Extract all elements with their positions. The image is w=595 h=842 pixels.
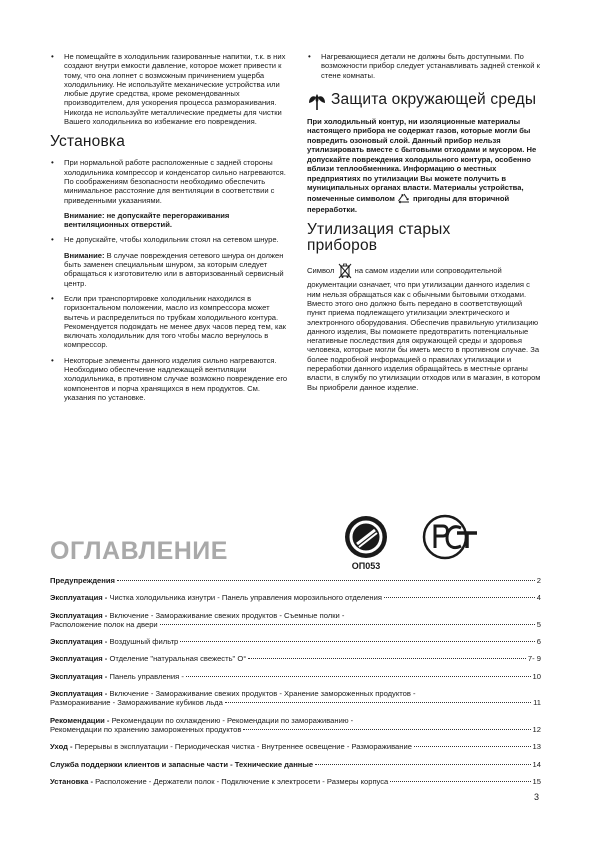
toc-row[interactable] [50,576,541,585]
toc-row-bold: Эксплуатация - [50,610,108,620]
env-text-end: пригодны для вторичной переработки. [307,193,510,214]
bullet-power-cord: • Не допускайте, чтобы холодильник стоял на сетевом шнуре. [50,235,292,244]
install-heading: Установка [50,133,126,151]
toc-row[interactable] [50,593,541,602]
toc-leader [315,764,530,765]
toc-row-text: Воздушный фильтр [107,637,179,647]
toc-row-text-line2: Размораживание - Замораживание кубиков льда [50,698,223,708]
toc-page: 13 [532,742,541,752]
toc-row-text: Включение - Замораживание свежих продуктов - Съемные полки - [107,610,345,620]
toc-leader [243,729,530,730]
env-section-header [307,92,541,111]
toc-row-text: Панель управления - [107,671,184,681]
toc-row-bold: Эксплуатация - [50,654,108,664]
toc-row[interactable] [50,637,541,646]
toc-row-bold: Служба поддержки клиентов и запасные части - Технические данные [50,759,314,769]
toc-leader [180,641,534,642]
toc-page: 11 [533,698,541,708]
toc-page: 10 [532,671,541,681]
toc-row-text: Чистка холодильника изнутри - Панель управления морозильного отделения [107,593,382,603]
attention-text: В случае повреждения сетевого шнура он должен быть заменен специальным шнуром, за которым следует обращаться к изготовителю или в авторизованный сервисный центр. [64,250,284,288]
env-heading: Защита окружающей среды [331,90,537,108]
toc-row[interactable] [50,672,541,681]
bullet-hot-parts-access: • Нагревающиеся детали не должны быть доступными. По возможности прибор следует устанавливать задней стенкой к стене комнаты. [307,52,541,80]
cord-attention-note [50,251,292,288]
ventilation-warning: Внимание: не допускайте перегораживания вентиляционных отверстий. [64,210,230,230]
toc-row[interactable] [50,654,541,663]
bullet-transport: • Если при транспортировке холодильник находился в горизонтальном положении, масло из компрессора может вытечь и распределиться по трубкам холодильного контура. Рекомендуется подождать не менее двух часов перед тем, как включать холодильник для того чтобы масло вернулось в компрессор. [50,294,292,350]
disposal-heading-line1: Утилизация старых [307,221,451,239]
toc-page: 12 [532,724,541,734]
toc-page: 4 [536,593,541,603]
bullet-hot-parts: • Некоторые элементы данного изделия сильно нагреваются. Необходимо обеспечение надлежащей вентиляции холодильника, в противном случае возможно повреждение его компонентов и порча хранящихся в нем продуктов. См. указания по установке. [50,356,292,402]
disposal-heading-line2: приборов [307,237,378,255]
toc-row-text: Отделение "натуральная свежесть" О° [107,654,247,664]
certification-logos [343,514,493,576]
toc-page: 14 [532,759,541,769]
toc-row-text: Расположение - Держатели полок - Подключение к электросети - Размеры корпуса [92,776,389,786]
toc-row-bold: Эксплуатация - [50,689,108,699]
toc-row-bold: Уход - [50,742,73,752]
toc-page: 6 [536,637,541,647]
toc-row-bold: Установка - [50,776,93,786]
pct-mark-icon [421,514,483,560]
toc-row[interactable] [50,716,541,735]
toc-row-text: Перерывы в эксплуатации - Периодическая чистка - Внутреннее освещение - Размораживание [72,742,412,752]
toc-leader [160,624,535,625]
crossed-bin-icon [337,262,353,280]
toc-leader [248,658,526,659]
toc-page: 15 [532,776,541,786]
toc-row-bold: Эксплуатация - [50,671,108,681]
right-column [307,52,541,392]
toc-row-text-line2: Рекомендации по хранению замороженных продуктов [50,724,242,734]
toc-row-bold: Эксплуатация - [50,593,108,603]
attention-label: Внимание: [64,250,105,260]
toc-page: 2 [536,576,541,585]
page-number: 3 [534,792,540,802]
toc-leader [390,781,530,782]
toc-row-bold: Эксплуатация - [50,637,108,647]
disposal-text-main: на самом изделии или сопроводительной документации означает, что при утилизации данного изделия с ним нельзя обращаться как с обычными бытовыми отходами. Вместо этого оно должно быть передано в соответствующий пункт приема подлежащего утилизации электрического и электронного оборудования. Обеспечив правильную утилизацию данного изделия, Вы поможете предотвратить потенциальные негативные последствия для окружающей среды и здоровья человека, которые могли бы иметь место в противном случае. За более подробной информацией о правилах утилизации и переработки данного изделия обращайтесь в местные органы власти, в службу по утилизации отходов или в магазин, в котором Вы приобрели данное изделие. [307,266,541,392]
disposal-symbol-word: Символ [307,266,335,276]
toc-row-text-line2: Расположение полок на двери [50,619,158,629]
toc-title: ОГЛАВЛЕНИЕ [50,537,228,565]
toc-page: 5 [536,619,541,629]
toc-row-bold: Предупреждения [50,576,115,585]
toc-leader [384,597,535,598]
disposal-text [307,262,541,392]
toc-row[interactable] [50,742,541,751]
left-column [50,52,292,408]
recycle-icon [397,193,411,205]
bullet-compressor-heat: • При нормальной работе расположенные с задней стороны холодильника компрессор и конденсатор сильно нагреваются. По соображениям безопасности необходимо обеспечить минимальное расстояние для вентиляции в соответствии с приведенными указаниями. [50,158,292,204]
cert-mark-label: ОП053 [351,561,381,571]
cert-mark-icon [343,514,389,560]
toc-row-text: Рекомендации по охлаждению - Рекомендации по замораживанию - [109,715,354,725]
disposal-heading [307,222,541,254]
env-text [307,117,541,215]
toc-row[interactable] [50,611,541,630]
leaf-eco-icon [307,93,327,111]
toc-row-text: Включение - Замораживание свежих продуктов - Хранение замороженных продуктов - [107,689,416,699]
table-of-contents [50,576,541,794]
toc-row[interactable] [50,777,541,786]
toc-row[interactable] [50,689,541,708]
toc-row-bold: Рекомендации - [50,715,110,725]
toc-leader [414,746,531,747]
toc-leader [225,702,531,703]
toc-row[interactable] [50,760,541,769]
toc-leader [186,676,531,677]
toc-page: 7- 9 [527,654,541,664]
bullet-carbonated-drinks: • Не помещайте в холодильник газированные напитки, т.к. в них создают внутри емкости давление, которое может привести к тому, что она лопнет с возможным причинением ущерба холодильнику. Не используйте механические устройства или любые другие средства, кроме рекомендованных производителем, для ускорения процесса размораживания. Никогда не используйте металлические предметы для чистки Вашего холодильника во избежание его повреждения. [50,52,292,126]
toc-leader [117,580,535,581]
env-text-main: При холодильный контур, ни изоляционные материалы настоящего прибора не содержат газов, которые могли бы повредить озоновый слой. Данный прибор нельзя утилизировать вместе с бытовыми отходами и мусором. Не допускайте повреждения холодильного контура, особенно вблизи теплообменника. Информацию о местных предприятиях по утилизации Вы можете получить в муниципальных органах власти. Материалы устройства, помеченные символом [307,116,537,203]
